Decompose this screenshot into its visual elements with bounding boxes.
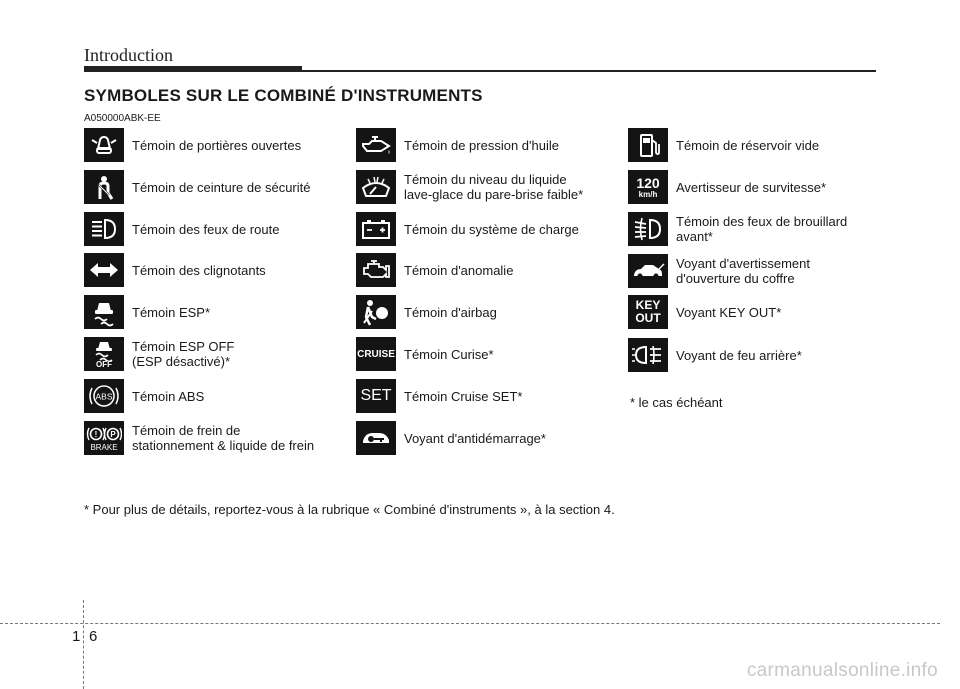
symbol-label: Témoin de portières ouvertes [132,137,302,153]
door-open-icon [84,128,124,162]
symbol-label: Avertisseur de survitesse* [676,179,827,195]
symbol-item-front-fog [628,212,847,246]
symbol-label: Témoin du système de charge [404,221,579,237]
symbol-item-brake [84,421,314,455]
symbol-item-rear-fog [628,338,802,372]
header-rule-thick [84,66,302,72]
fuel-empty-icon [628,128,668,162]
symbol-item-washer-fluid [356,170,583,204]
symbol-item-overspeed [628,170,826,204]
oil-pressure-icon [356,128,396,162]
symbol-label: Témoin du niveau du liquide lave-glace du pare-brise faible* [404,172,584,202]
header-title: Introduction [84,45,173,65]
symbol-label: Témoin de ceinture de sécurité [132,179,311,195]
availability-note: * le cas échéant [630,395,723,410]
symbol-item-cruise-set [356,379,522,413]
symbol-label: Voyant KEY OUT* [676,304,782,320]
symbol-label: Témoin des clignotants [132,262,266,278]
seatbelt-icon [84,170,124,204]
page-number: 6 [89,628,98,645]
battery-icon [356,212,396,246]
abs-icon-text: ABS [95,391,113,402]
symbol-label: Voyant d'avertissement d'ouverture du coffre [676,256,810,286]
turn-signal-icon [84,253,124,287]
airbag-icon [356,295,396,329]
key-out-icon-line1: KEY [635,298,661,312]
overspeed-icon-value: 120 [636,174,660,191]
symbol-label: Témoin des feux de brouillard avant* [676,214,848,244]
header-rule-thin [302,70,876,72]
page-divider-horizontal [0,623,940,624]
page-divider-vertical [83,600,84,689]
symbol-label: Voyant d'antidémarrage* [404,430,546,446]
symbol-item-door-open [84,128,301,162]
immobilizer-icon [356,421,396,455]
symbol-label: Témoin ESP* [132,304,211,320]
symbol-item-key-out [628,295,781,329]
key-out-icon-line2: OUT [635,311,661,325]
front-fog-icon [628,212,668,246]
symbol-label: Voyant de feu arrière* [676,347,802,363]
symbol-label: Témoin des feux de route [132,221,280,237]
high-beam-icon [84,212,124,246]
symbol-label: Témoin ABS [132,388,205,404]
rear-fog-icon [628,338,668,372]
symbol-item-airbag [356,295,497,329]
brake-icon-text: BRAKE [90,442,118,452]
overspeed-icon-unit: km/h [638,189,658,199]
symbol-item-turn-signal [84,253,266,287]
washer-fluid-icon [356,170,396,204]
watermark: carmanualsonline.info [746,660,938,681]
esp-icon [84,295,124,329]
overspeed-icon [628,170,668,204]
symbol-item-esp [84,295,210,329]
symbol-item-oil-pressure [356,128,559,162]
engine-check-icon [356,253,396,287]
cruise-icon [356,337,396,371]
cruise-set-icon-text: SET [360,387,392,404]
symbol-label: Témoin de pression d'huile [404,137,559,153]
symbol-item-engine-check [356,253,513,287]
symbol-item-immobilizer [356,421,546,455]
symbol-item-abs [84,379,204,413]
esp-off-icon [84,337,124,371]
esp-off-icon-text: OFF [96,360,112,369]
trunk-open-icon [628,254,668,288]
chapter-number: 1 [72,628,81,645]
symbol-label: Témoin Cruise SET* [404,388,523,404]
symbol-label: Témoin de réservoir vide [676,137,820,153]
svg-text:!: ! [94,429,98,439]
symbol-item-battery [356,212,579,246]
key-out-icon [628,295,668,329]
symbol-item-esp-off [84,337,234,371]
cruise-icon-text: CRUISE [357,348,395,360]
abs-icon [84,379,124,413]
symbol-label: Témoin ESP OFF (ESP désactivé)* [132,339,235,369]
cruise-set-icon [356,379,396,413]
symbol-label: Témoin de frein de stationnement & liquide de frein [132,423,315,453]
symbol-item-high-beam [84,212,279,246]
symbol-label: Témoin d'airbag [404,304,497,320]
symbol-item-cruise [356,337,494,371]
symbol-item-trunk-open [628,254,810,288]
brake-icon [84,421,124,455]
symbol-label: Témoin d'anomalie [404,262,514,278]
symbol-item-fuel-empty [628,128,819,162]
document-code: A050000ABK-EE [84,113,161,124]
footnote: * Pour plus de détails, reportez-vous à la rubrique « Combiné d'instruments », à la section 4. [84,502,615,517]
section-title: SYMBOLES SUR LE COMBINÉ D'INSTRUMENTS [84,86,483,105]
svg-text:P: P [110,429,116,439]
symbol-item-seatbelt [84,170,310,204]
symbol-label: Témoin Curise* [404,346,494,362]
